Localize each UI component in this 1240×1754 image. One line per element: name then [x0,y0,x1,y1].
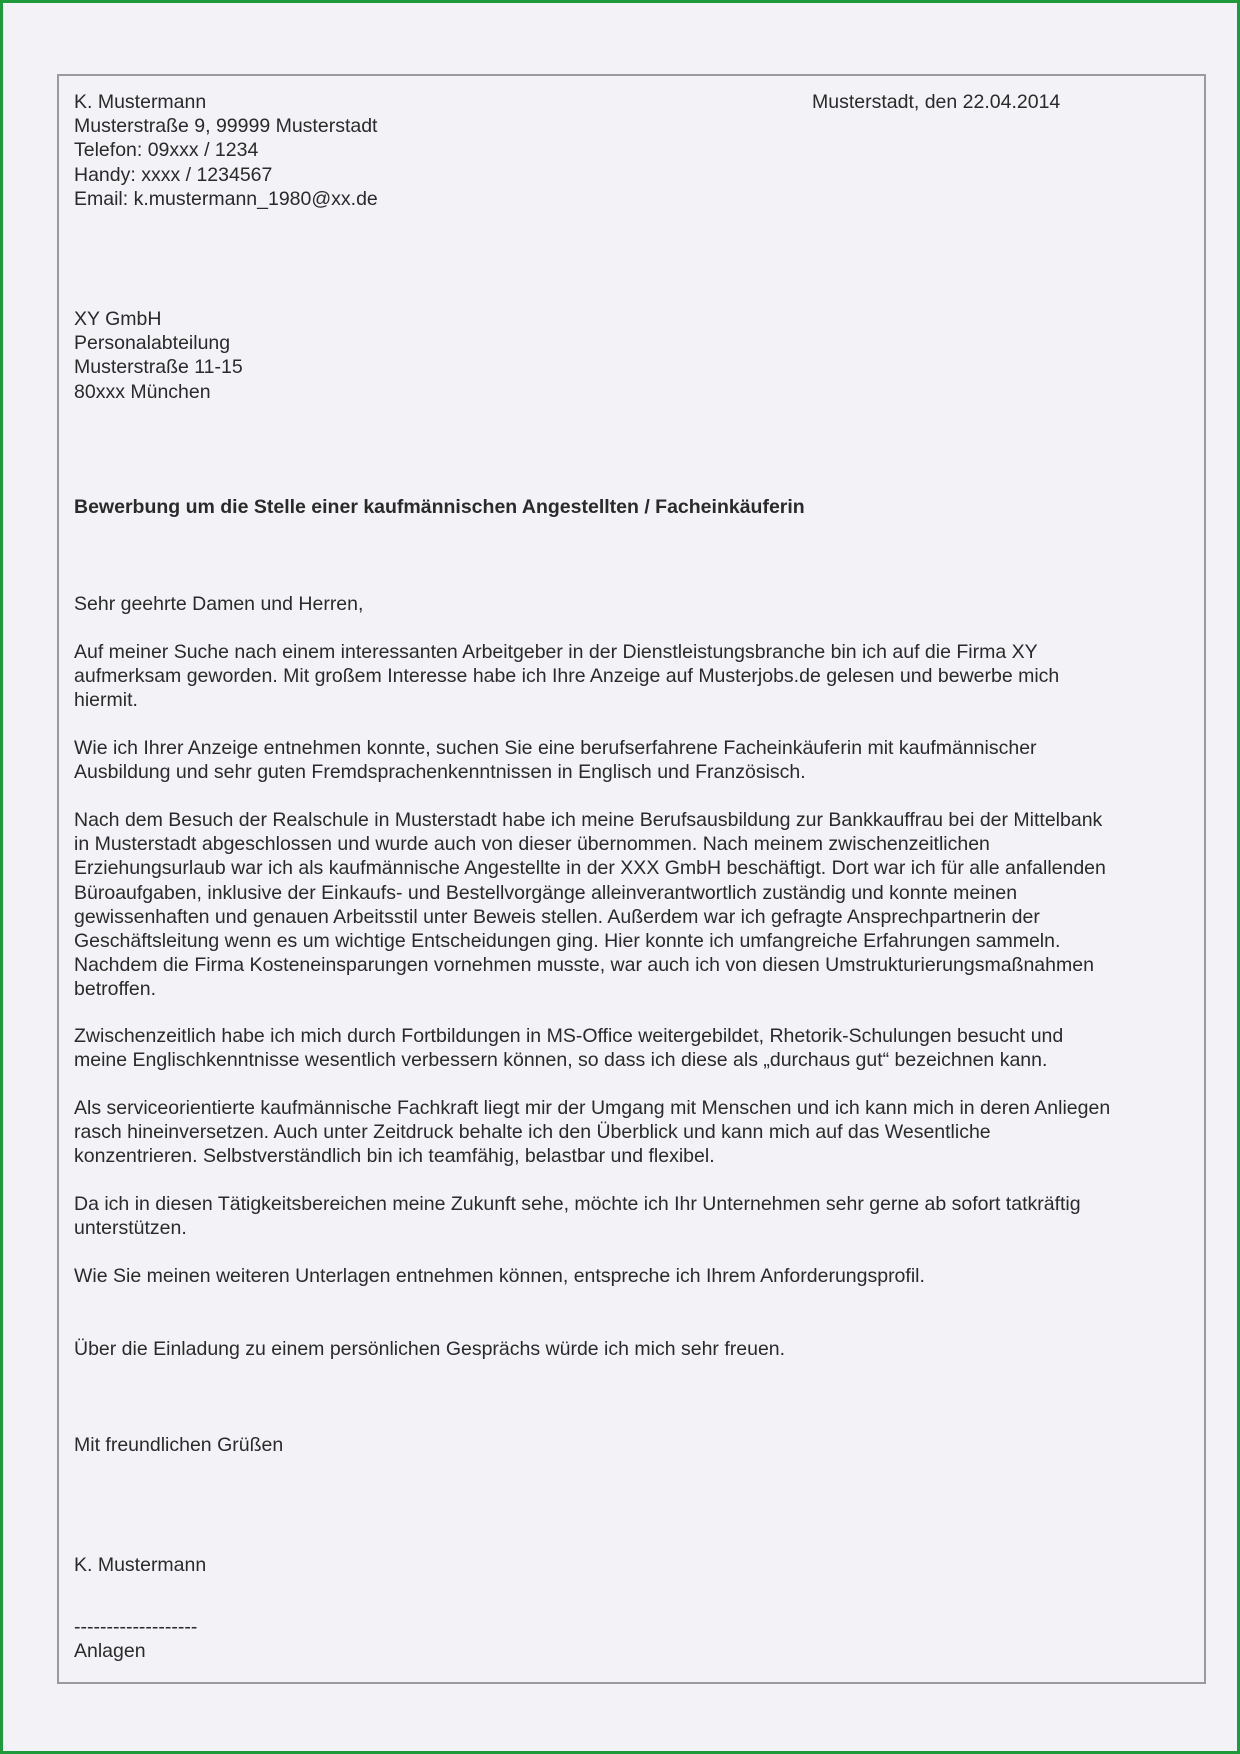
paragraph-line: Da ich in diesen Tätigkeitsbereichen meine Zukunft sehe, möchte ich Ihr Unternehmen sehr gerne ab sofort tatkräftig [74,1193,1081,1215]
signature-name: K. Mustermann [74,1554,207,1576]
paragraph-line: gewissenhaften und genauen Arbeitsstil unter Beweis stellen. Außerdem war ich gefragte Ansprechpartnerin der [74,905,1040,928]
paragraph-line: aufmerksam geworden. Mit großem Interesse habe ich Ihre Anzeige auf Musterjobs.de gelesen und bewerbe mich [74,665,1060,688]
paragraph-line: in Musterstadt abgeschlossen und wurde auch von dieser übernommen. Nach meinem zwischenzeitlichen [74,833,990,856]
paragraph-line: konzentrieren. Selbstverständlich bin ich teamfähig, belastbar und flexibel. [74,1145,715,1168]
paragraph-line: rasch hineinversetzen. Auch unter Zeitdruck behalte ich den Überblick und kann mich auf das Wesentliche [74,1121,991,1144]
paragraph-line: Auf meiner Suche nach einem interessanten Arbeitgeber in der Dienstleistungsbranche bin ich auf die Firma XY [74,641,1038,663]
paragraph-line: hiermit. [74,689,138,712]
paragraph-1 [74,640,1184,736]
letter-content [74,90,1184,1663]
recipient-company: XY GmbH [74,308,162,330]
place-date: Musterstadt, den 22.04.2014 [812,91,1061,113]
sender-name: K. Mustermann [74,91,207,113]
paragraph-line: Nachdem die Firma Kosteneinsparungen vornehmen musste, war auch ich von diesen Umstrukturierungsmaßnahmen [74,954,1094,977]
closing-greeting: Mit freundlichen Grüßen [74,1434,284,1456]
sender-address [74,90,1184,211]
paragraph-line: Büroaufgaben, inklusive der Einkaufs- und Bestellvorgänge alleinverantwortlich zuständig und konnte meinen [74,881,1018,904]
paragraph-line: betroffen. [74,978,157,1001]
paragraph-line: unterstützen. [74,1217,187,1240]
closing-sentence: Über die Einladung zu einem persönlichen Gesprächs würde ich mich sehr freuen. [74,1338,786,1360]
sender-mobile: Handy: xxxx / 1234567 [74,163,273,186]
paragraph-line: Geschäftsleitung wenn es um wichtige Entscheidungen ging. Hier konnte ich umfangreiche Erfahrungen sammeln. [74,930,1061,953]
recipient-street: Musterstraße 11-15 [74,356,243,379]
paragraph-line: Wie ich Ihrer Anzeige entnehmen konnte, suchen Sie eine berufserfahrene Facheinkäuferin mit kaufmännischer [74,737,1037,759]
sender-email: Email: k.mustermann_1980@xx.de [74,187,378,210]
paragraph-5 [74,1096,1184,1192]
sender-phone: Telefon: 09xxx / 1234 [74,139,259,162]
sender-street: Musterstraße 9, 99999 Musterstadt [74,115,378,138]
recipient-city: 80xxx München [74,380,211,403]
paragraph-7 [74,1264,1184,1337]
paragraph-line: Erziehungsurlaub war ich als kaufmännische Angestellte in der XXX GmbH beschäftigt. Dort war ich für alle anfallenden [74,857,1106,880]
salutation: Sehr geehrte Damen und Herren, [74,593,364,615]
paragraph-line: Als serviceorientierte kaufmännische Fachkraft liegt mir der Umgang mit Menschen und ich kann mich in deren Anliegen [74,1097,1111,1119]
recipient-department: Personalabteilung [74,332,231,355]
paragraph-3 [74,808,1184,1024]
paragraph-4 [74,1024,1184,1096]
paragraph-6 [74,1192,1184,1264]
letter-subject: Bewerbung um die Stelle einer kaufmännischen Angestellten / Facheinkäuferin [74,496,805,518]
paragraph-line: Nach dem Besuch der Realschule in Musterstadt habe ich meine Berufsausbildung zur Bankkauffrau bei der Mittelbank [74,809,1103,831]
paragraph-line: Zwischenzeitlich habe ich mich durch Fortbildungen in MS-Office weitergebildet, Rhetorik-Schulungen besucht und [74,1025,1064,1047]
paragraph-line: Wie Sie meinen weiteren Unterlagen entnehmen können, entspreche ich Ihrem Anforderungsprofil. [74,1265,925,1287]
paragraph-line: Ausbildung und sehr guten Fremdsprachenkenntnissen in Englisch und Französisch. [74,761,806,784]
attachments-separator: ------------------- [74,1616,198,1638]
recipient-address [74,307,1184,404]
attachments-label: Anlagen [74,1640,146,1663]
paragraph-2 [74,736,1184,808]
paragraph-line: meine Englischkenntnisse wesentlich verbessern können, so dass ich diese als „durchaus gut“ bezeichnen kann. [74,1049,1048,1072]
